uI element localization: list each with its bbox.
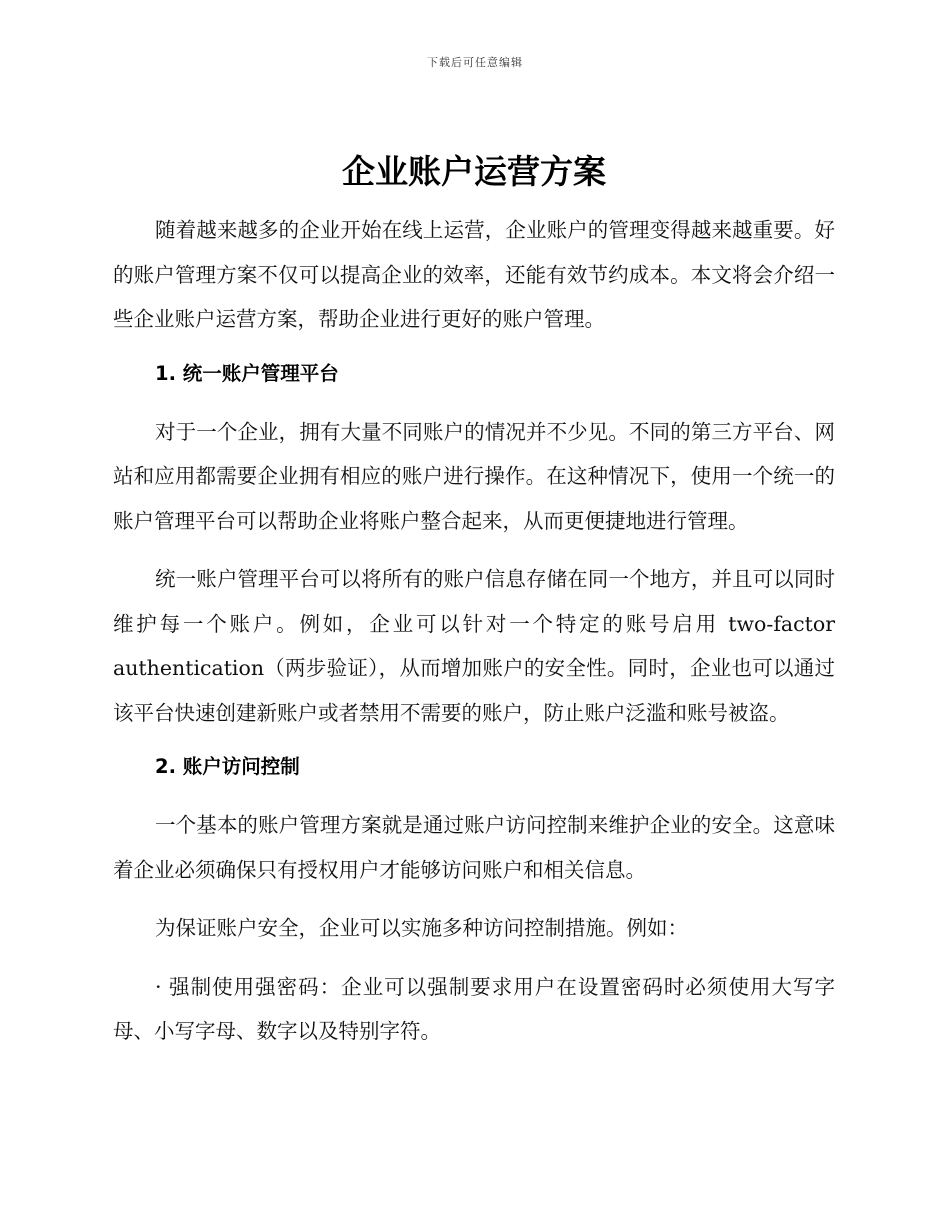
section-1-heading: 1. 统一账户管理平台	[155, 361, 339, 385]
document-title: 企业账户运营方案	[342, 152, 606, 191]
document-body	[113, 148, 835, 1068]
section-2-bullet-strong-password: · 强制使用强密码：企业可以强制要求用户在设置密码时必须使用大写字母、小写字母、数字以及特别字符。	[113, 974, 835, 1043]
section-2-paragraph-2: 为保证账户安全，企业可以实施多种访问控制措施。例如：	[155, 916, 688, 940]
section-2-heading: 2. 账户访问控制	[155, 755, 300, 778]
header-note: 下载后可任意编辑	[427, 56, 523, 69]
section-2-paragraph-1: 一个基本的账户管理方案就是通过账户访问控制来维护企业的安全。这意味着企业必须确保只有授权用户才能够访问账户和相关信息。	[113, 813, 835, 882]
section-1-paragraph-2: 统一账户管理平台可以将所有的账户信息存储在同一个地方，并且可以同时维护每一个账户。例如，企业可以针对一个特定的账号启用 two-factor authentication（两步验证），从而增加账户的安全性。同时，企业也可以通过该平台快速创建新账户或者禁用不需要的账户，防止账户泛滥和账号被盗。	[113, 567, 835, 725]
section-1-paragraph-1: 对于一个企业，拥有大量不同账户的情况并不少见。不同的第三方平台、网站和应用都需要企业拥有相应的账户进行操作。在这种情况下，使用一个统一的账户管理平台可以帮助企业将账户整合起来，从而更便捷地进行管理。	[113, 419, 835, 533]
intro-paragraph: 随着越来越多的企业开始在线上运营，企业账户的管理变得越来越重要。好的账户管理方案不仅可以提高企业的效率，还能有效节约成本。本文将会介绍一些企业账户运营方案，帮助企业进行更好的账户管理。	[113, 218, 835, 331]
